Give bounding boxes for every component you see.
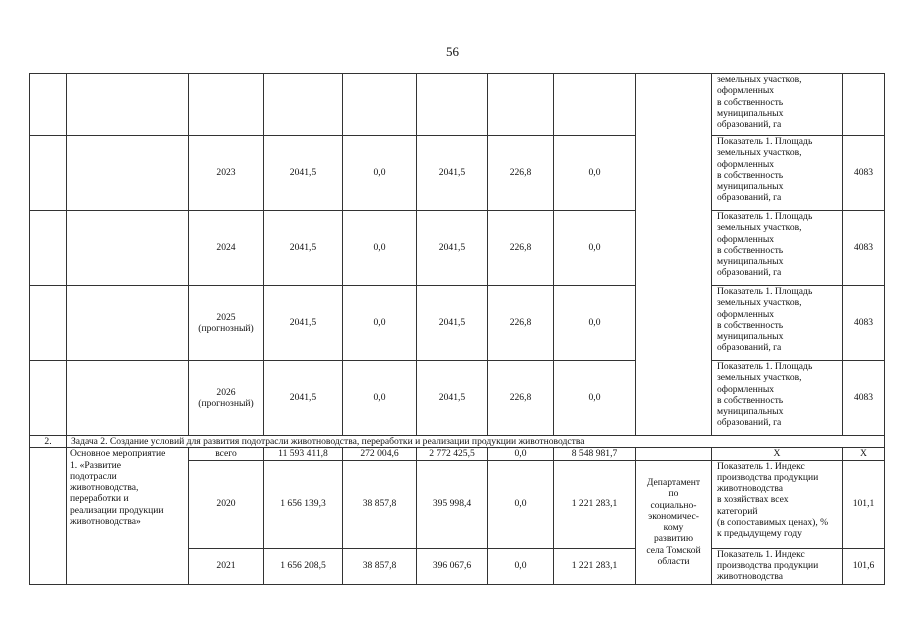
cell-local: 226,8: [488, 361, 554, 436]
cell-number: [30, 74, 67, 136]
cell-extrabudget: 0,0: [554, 136, 636, 211]
cell-number: [30, 286, 67, 361]
indicator-text: земельных участков, оформленных в собственность муниципальных образований, га: [712, 74, 843, 136]
indicator-value: 101,1: [843, 460, 885, 548]
cell-local: 226,8: [488, 136, 554, 211]
cell-extrabudget: 8 548 981,7: [554, 448, 636, 460]
cell-local: 0,0: [488, 448, 554, 460]
cell-extrabudget: 0,0: [554, 361, 636, 436]
cell-federal: 0,0: [343, 361, 417, 436]
cell-measure: [67, 211, 189, 286]
table-row: [30, 286, 885, 361]
indicator-value: [843, 74, 885, 136]
task-row: [30, 436, 885, 448]
cell-year: [189, 74, 264, 136]
indicator-text: Показатель 1. Площадь земельных участков, оформленных в собственность муниципальных образований, га: [712, 361, 843, 436]
cell-extrabudget: 0,0: [554, 286, 636, 361]
program-table: [29, 73, 885, 585]
cell-measure: [67, 361, 189, 436]
table-row: [30, 361, 885, 436]
cell-year: всего: [189, 448, 264, 460]
indicator-text: Показатель 1. Индекс производства продукции животноводства в хозяйствах всех категорий (в сопоставимых ценах), % к предыдущему году: [712, 460, 843, 548]
cell-federal: 0,0: [343, 211, 417, 286]
cell-year: 2020: [189, 460, 264, 548]
table-row: [30, 448, 885, 460]
indicator-value: 4083: [843, 286, 885, 361]
cell-regional: 395 998,4: [417, 460, 488, 548]
cell-regional: 2041,5: [417, 286, 488, 361]
indicator-value: 4083: [843, 211, 885, 286]
cell-year: 2026 (прогнозный): [189, 361, 264, 436]
indicator-text: Показатель 1. Площадь земельных участков, оформленных в собственность муниципальных образований, га: [712, 136, 843, 211]
cell-federal: 0,0: [343, 286, 417, 361]
cell-extrabudget: 0,0: [554, 211, 636, 286]
cell-total: 11 593 411,8: [264, 448, 343, 460]
cell-number: [30, 361, 67, 436]
cell-total: 1 656 139,3: [264, 460, 343, 548]
cell-regional: 2041,5: [417, 211, 488, 286]
cell-total: 1 656 208,5: [264, 548, 343, 584]
indicator-text: Показатель 1. Индекс производства продукции животноводства: [712, 548, 843, 584]
cell-federal: 38 857,8: [343, 548, 417, 584]
cell-local: 0,0: [488, 460, 554, 548]
cell-total: 2041,5: [264, 361, 343, 436]
indicator-text: Показатель 1. Площадь земельных участков, оформленных в собственность муниципальных образований, га: [712, 211, 843, 286]
cell-total: 2041,5: [264, 211, 343, 286]
cell-federal: 0,0: [343, 136, 417, 211]
cell-regional: 2041,5: [417, 361, 488, 436]
table-row: [30, 136, 885, 211]
cell-regional: 2 772 425,5: [417, 448, 488, 460]
cell-number: [30, 211, 67, 286]
indicator-value: 101,6: [843, 548, 885, 584]
cell-department: [636, 448, 712, 460]
indicator-value: Х: [843, 448, 885, 460]
cell-extrabudget: 1 221 283,1: [554, 548, 636, 584]
cell-regional: 396 067,6: [417, 548, 488, 584]
cell-regional: 2041,5: [417, 136, 488, 211]
cell-year: 2021: [189, 548, 264, 584]
table-row: [30, 74, 885, 136]
cell-department: [636, 74, 712, 436]
cell-year: 2024: [189, 211, 264, 286]
cell-measure: [67, 136, 189, 211]
cell-federal: 38 857,8: [343, 460, 417, 548]
cell-total: 2041,5: [264, 286, 343, 361]
cell-year: 2025 (прогнозный): [189, 286, 264, 361]
indicator-value: 4083: [843, 136, 885, 211]
cell-local: 0,0: [488, 548, 554, 584]
cell-number: [30, 448, 67, 584]
cell-federal: [343, 74, 417, 136]
indicator-value: 4083: [843, 361, 885, 436]
cell-local: [488, 74, 554, 136]
indicator-text: Х: [712, 448, 843, 460]
cell-local: 226,8: [488, 211, 554, 286]
task-title: Задача 2. Создание условий для развития подотрасли животноводства, переработки и реализации продукции животноводства: [67, 436, 885, 448]
department-name: Департамент по социально- экономичес- кому развитию села Томской области: [636, 460, 712, 584]
cell-local: 226,8: [488, 286, 554, 361]
task-number: 2.: [30, 436, 67, 448]
indicator-text: Показатель 1. Площадь земельных участков, оформленных в собственность муниципальных образований, га: [712, 286, 843, 361]
table-row: [30, 211, 885, 286]
cell-extrabudget: 1 221 283,1: [554, 460, 636, 548]
page-number: 56: [446, 44, 459, 59]
cell-year: 2023: [189, 136, 264, 211]
measure-name: Основное мероприятие 1. «Развитие подотрасли животноводства, переработки и реализации продукции животноводства»: [67, 448, 189, 584]
cell-measure: [67, 74, 189, 136]
cell-regional: [417, 74, 488, 136]
cell-federal: 272 004,6: [343, 448, 417, 460]
cell-extrabudget: [554, 74, 636, 136]
cell-total: [264, 74, 343, 136]
cell-number: [30, 136, 67, 211]
cell-total: 2041,5: [264, 136, 343, 211]
cell-measure: [67, 286, 189, 361]
